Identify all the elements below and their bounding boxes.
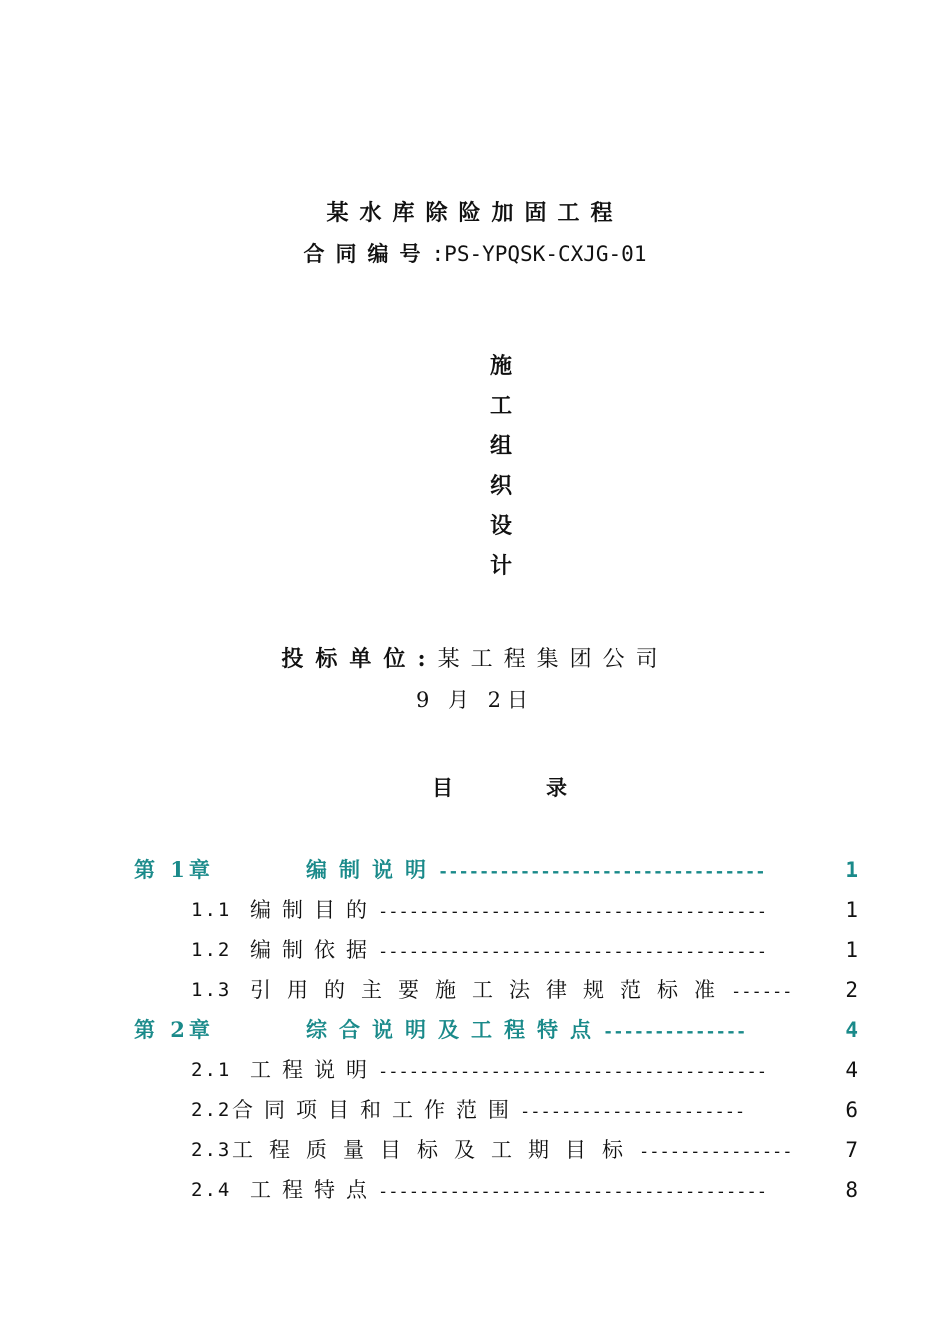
toc-section-row[interactable] [0, 930, 950, 970]
toc-page-number: 4 [845, 1018, 858, 1042]
doc-type-char: 工 [489, 393, 512, 419]
doc-type-char: 施 [489, 353, 512, 379]
toc-chapter-number: 第 1章 [134, 857, 214, 882]
toc-page-number: 1 [845, 898, 858, 922]
toc-leader: -------------------------------- [438, 862, 766, 882]
toc-section-number: 2.2 [191, 1099, 232, 1121]
toc-section-number: 1.1 [191, 899, 232, 921]
toc-leader: -------------------------------------- [378, 942, 767, 962]
toc-page-number: 6 [845, 1098, 858, 1122]
toc-section-row[interactable] [0, 1130, 950, 1170]
toc-section-row[interactable] [0, 1050, 950, 1090]
toc-section-title: 编制依据-------------------------------------- [250, 938, 767, 962]
toc-section-number: 2.4 [191, 1179, 232, 1201]
toc-title-left: 目 [432, 775, 453, 800]
bidder-separator: : [417, 646, 438, 672]
toc-leader: -------------- [603, 1022, 747, 1042]
doc-type-char: 计 [489, 553, 512, 579]
toc-leader: --------------- [639, 1142, 793, 1162]
toc-leader: ---------------------- [520, 1102, 746, 1122]
doc-type-char: 设 [489, 513, 512, 539]
toc-page-number: 1 [845, 938, 858, 962]
toc-section-row[interactable] [0, 1090, 950, 1130]
toc-section-title: 工程质量目标及工期目标--------------- [232, 1138, 793, 1162]
toc-section-number: 1.3 [191, 979, 232, 1001]
toc-section-title: 工程特点-------------------------------------- [250, 1178, 767, 1202]
bidder-label: 投标单位 [281, 646, 418, 672]
toc-chapter-title: 综合说明及工程特点-------------- [306, 1017, 747, 1042]
contract-number-line [0, 238, 950, 268]
toc-section-row[interactable] [0, 890, 950, 930]
toc-section-row[interactable] [0, 1170, 950, 1210]
toc-title-right: 录 [546, 775, 567, 800]
toc-section-number: 2.3 [191, 1139, 232, 1161]
toc-page-number: 1 [845, 858, 858, 882]
toc-page-number: 2 [845, 978, 858, 1002]
toc-leader: -------------------------------------- [378, 1182, 767, 1202]
toc-section-number: 1.2 [191, 939, 232, 961]
contract-label: 合同编号 [303, 241, 432, 266]
toc-leader: -------------------------------------- [378, 1062, 767, 1082]
doc-type-char: 织 [489, 473, 512, 499]
toc-section-row[interactable] [0, 970, 950, 1010]
toc-section-title: 工程说明-------------------------------------- [250, 1058, 767, 1082]
toc-section-number: 2.1 [191, 1059, 232, 1081]
toc-leader: -------------------------------------- [378, 902, 767, 922]
bidder-name: 某工程集团公司 [437, 647, 669, 672]
bidder-line [0, 642, 950, 673]
toc-page-number: 4 [845, 1058, 858, 1082]
toc-section-title: 合同项目和工作范围---------------------- [232, 1098, 746, 1122]
toc-chapter-row[interactable] [0, 850, 950, 890]
contract-number: :PS-YPQSK-CXJG-01 [431, 242, 647, 266]
toc-page-number: 8 [845, 1178, 858, 1202]
toc-section-title: 编制目的-------------------------------------- [250, 898, 767, 922]
toc-section-title: 引用的主要施工法律规范标准------ [250, 978, 793, 1002]
doc-type-char: 组 [489, 433, 512, 459]
toc-chapter-row[interactable] [0, 1010, 950, 1050]
document-date: 9 月 2日 [415, 688, 535, 712]
document-type-vertical [486, 346, 516, 586]
toc-chapter-title: 编制说明-------------------------------- [306, 857, 766, 882]
toc-chapter-number: 第 2章 [134, 1017, 214, 1042]
toc-leader: ------ [731, 982, 793, 1002]
project-title: 某水库除险加固工程 [326, 200, 624, 226]
toc-page-number: 7 [845, 1138, 858, 1162]
